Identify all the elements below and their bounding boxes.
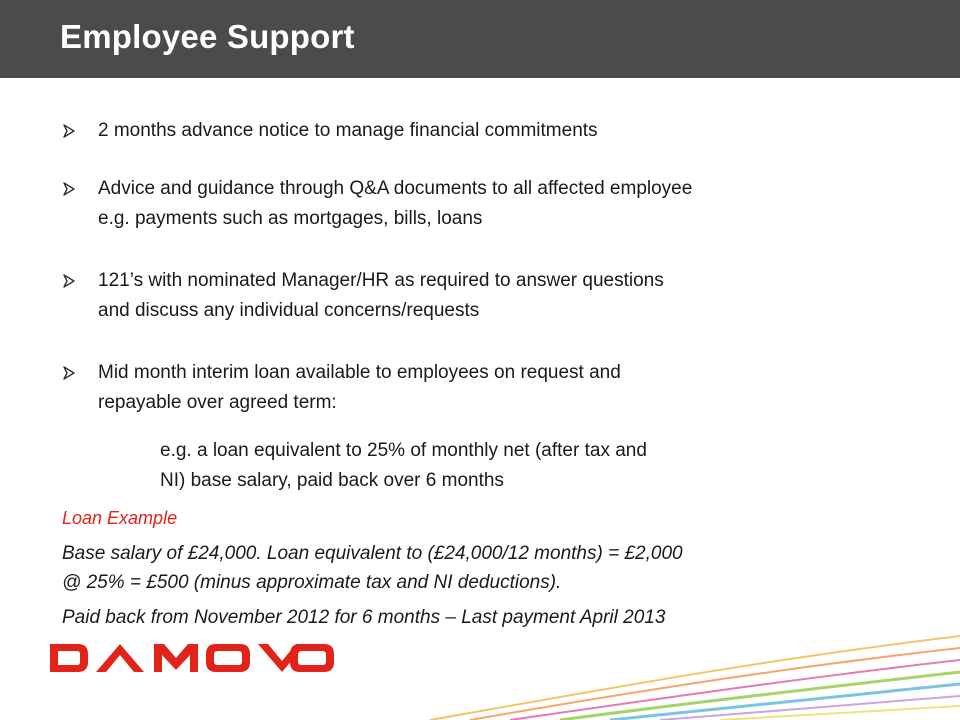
bullet-text-line: Advice and guidance through Q&A documents to all affected employee xyxy=(98,178,693,199)
sub-text-line: e.g. a loan equivalent to 25% of monthly net (after tax and xyxy=(160,440,647,461)
loan-text-line: @ 25% = £500 (minus approximate tax and NI deductions). xyxy=(62,572,562,593)
loan-example-repayment: Paid back from November 2012 for 6 months – Last payment April 2013 xyxy=(62,607,666,628)
bullet-text-line: and discuss any individual concerns/requests xyxy=(98,300,480,321)
arrowhead-bullet-icon xyxy=(62,182,76,196)
arrowhead-bullet-icon xyxy=(62,366,76,380)
bullet-text-line: e.g. payments such as mortgages, bills, loans xyxy=(98,208,483,229)
loan-example-calculation xyxy=(62,539,862,597)
arrowhead-bullet-icon xyxy=(62,124,76,138)
bullet-text-line: 121’s with nominated Manager/HR as required to answer questions xyxy=(98,270,664,291)
bullet-text-line: Mid month interim loan available to employees on request and xyxy=(98,362,621,383)
bullet-item xyxy=(62,266,862,326)
bullet-item xyxy=(62,116,862,146)
title-bar xyxy=(0,0,960,78)
sub-text-line: NI) base salary, paid back over 6 months xyxy=(160,470,504,491)
damovo-logo xyxy=(48,642,334,674)
bullet-text-line: repayable over agreed term: xyxy=(98,392,337,413)
bullet-text-line: 2 months advance notice to manage financial commitments xyxy=(98,120,598,141)
arrowhead-bullet-icon xyxy=(62,274,76,288)
bullet-item xyxy=(62,174,862,234)
loan-sub-example xyxy=(62,436,960,496)
loan-example-heading: Loan Example xyxy=(62,508,178,528)
bullet-list xyxy=(62,116,862,418)
bullet-item xyxy=(62,358,862,418)
loan-text-line: Base salary of £24,000. Loan equivalent to (£24,000/12 months) = £2,000 xyxy=(62,543,683,564)
page-title: Employee Support xyxy=(60,18,355,55)
